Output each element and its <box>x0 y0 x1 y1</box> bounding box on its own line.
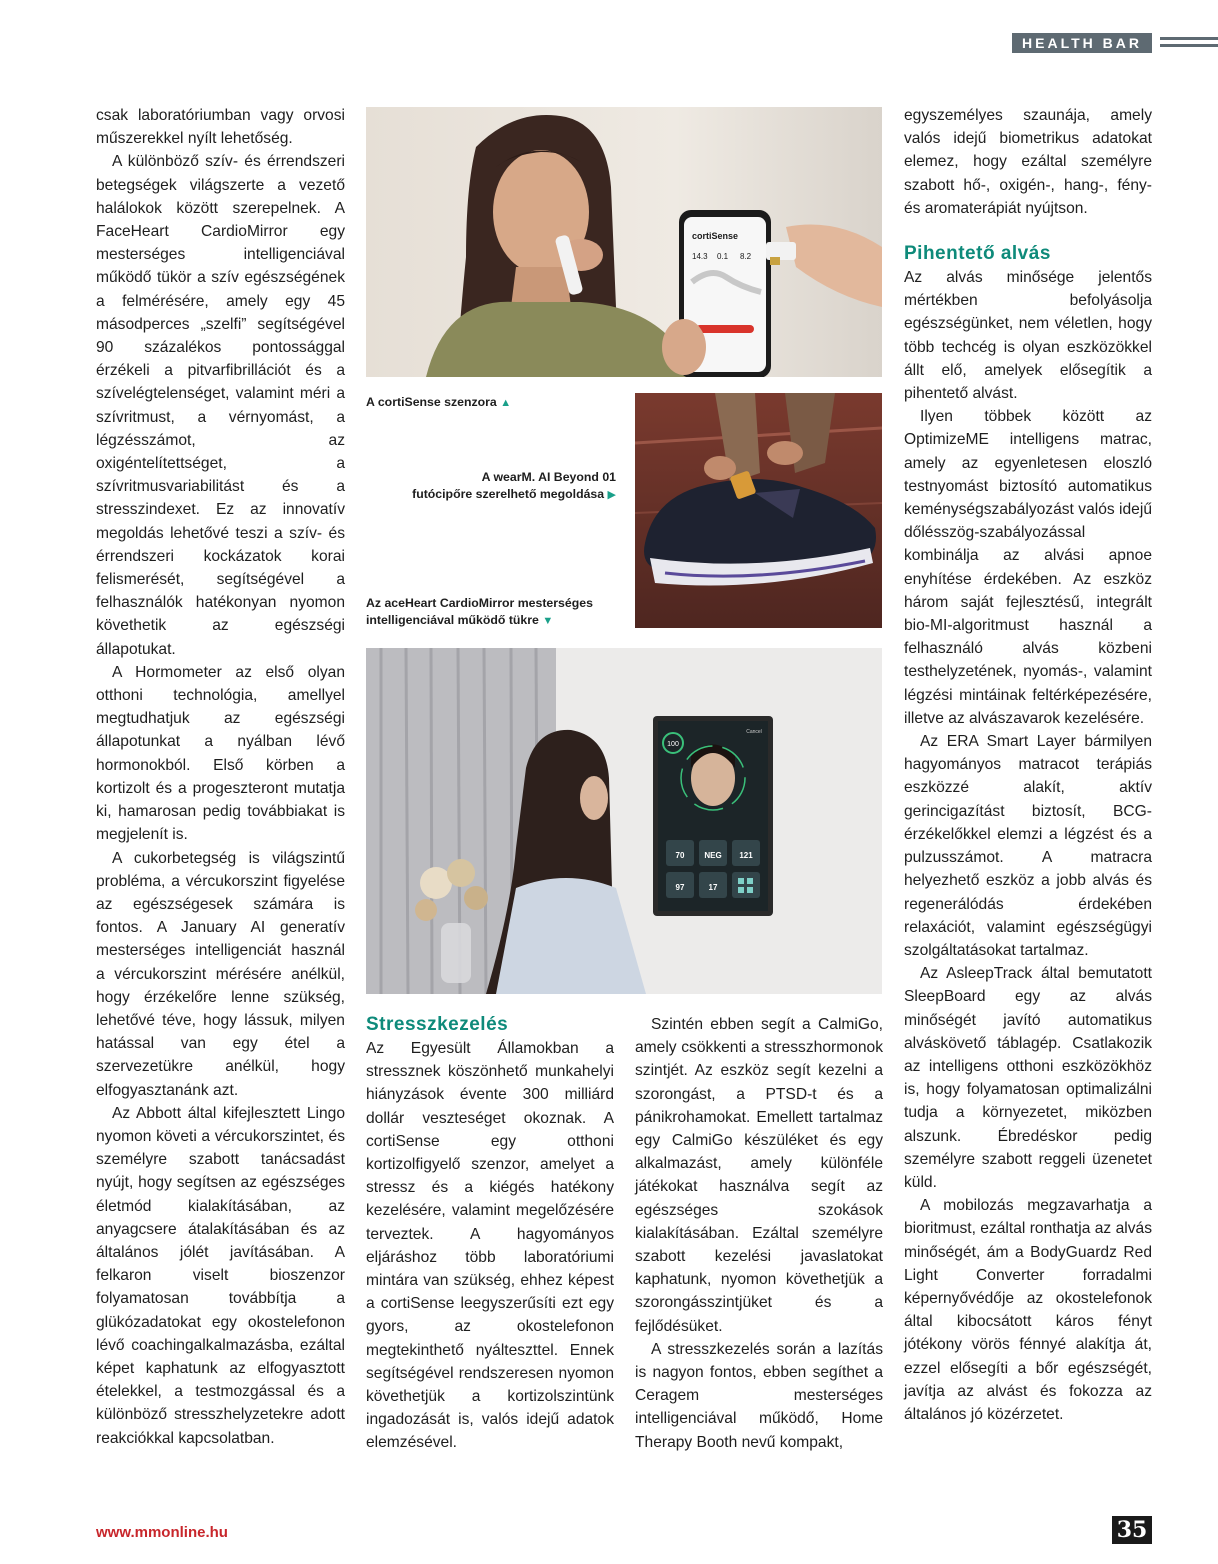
section-heading-stress: Stresszkezelés <box>366 1014 509 1035</box>
caption-text: intelligenciával működő tükre <box>366 613 539 627</box>
paragraph: Szintén ebben segít a CalmiGo, amely csökkenti a stresszhormonok szintjét. Az eszköz segít kezelni a szorongást, a PTSD-t és a pánikrohamokat. Emellett tartalmaz egy CalmiGo készüléket és egy alkalmazást, amely különféle játékokat használva segít az egészséges szokások kialakításában. Ezáltal személyre szabott kezelési javaslatokat kaphatunk, nyomon követhetjük a szorongásszintjüket és a fejlődésüket. <box>635 1016 883 1335</box>
caption-text: futócipőre szerelhető megoldása <box>412 487 605 501</box>
faceheart-mirror-photo <box>366 648 882 994</box>
paragraph: Az alvás minősége jelentős mértékben befolyásolja egészségünket, nem véletlen, hogy több techcég is olyan eszközökkel állt elő, amelyek elősegítik a pihentető alvást. <box>904 269 1152 403</box>
website-link[interactable]: www.mmonline.hu <box>96 1524 228 1541</box>
paragraph: Az AsleepTrack által bemutatott SleepBoard egy az alvás minőségét javító automatikus alváskövető táblagép. Csatlakozik az intelligens otthoni eszközökhöz is, hogy folyamatosan optimalizálni tudja a környezetet, miközben alszunk. Ébredéskor pedig személyre szabott reggeli üzenetet küld. <box>904 965 1152 1191</box>
article-column-2 <box>366 1013 614 1455</box>
mirror-cancel: Cancel <box>746 729 762 735</box>
paragraph: Ilyen többek között az OptimizeME intelligens matrac, amely az egyenletesen eloszló testnyomást biztosító automatikus keménységszabályozást valós idejű dőlésszög-szabályozással kombinálja az alvási apnoe enyhítése érdekében. Az eszköz három saját fejlesztésű, integrált bio-MI-algoritmust használ a felhasználó alvás közbeni testhelyzetének, nyomás-, valamint légzési mintáinak feltérképezésére, illetve az alvászavarok kezelésére. <box>904 408 1152 727</box>
article-column-1 <box>96 104 345 1450</box>
phone-value-3: 8.2 <box>740 252 752 261</box>
paragraph: A mobilozás megzavarhatja a bioritmust, ezáltal ronthatja az alvás minőségét, ám a BodyGuardz Red Light Converter forradalmi képernyővédője az okostelefonok által kibocsátott káros fényt jótékony vörös fénnyé alakítja át, ezzel elősegíti a bőr egészségét, javítja az alvást és fokozza az általános jó közérzetet. <box>904 1197 1152 1423</box>
phone-brand: cortiSense <box>692 231 739 241</box>
mirror-tile-5: 17 <box>708 883 718 892</box>
mirror-tile-4: 97 <box>675 883 685 892</box>
cortisense-photo <box>366 107 882 377</box>
page-number: 35 <box>1112 1516 1152 1544</box>
triangle-right-icon: ▶ <box>607 489 616 501</box>
mirror-score: 100 <box>667 741 679 748</box>
phone-value-2: 0.1 <box>717 252 729 261</box>
triangle-up-icon: ▲ <box>500 397 512 409</box>
article-column-3 <box>635 1013 883 1454</box>
header-rule-bottom <box>1160 44 1218 47</box>
wearm-shoe-photo <box>635 393 882 628</box>
caption-faceheart <box>366 595 616 630</box>
paragraph: Az Egyesült Államokban a stressznek köszönhető munkahelyi hiányzások évente 300 milliárd dollár veszteséget okoznak. A cortiSense egy otthoni kortizolfigyelő szenzor, amelyet a stressz és a kiégés hatékony kezelésére, valamint megelőzésére terveztek. A hagyományos eljáráshoz több laboratóriumi mintára van szükség, ehhez képest a cortiSense leegyszerűsíti ezt egy gyors, az okostelefonon megtekinthető nyálteszttel. Ennek segítségével rendszeresen nyomon követhetjük a kortizolszintünk ingadozását is, valós idejű adatok elemzésével. <box>366 1040 614 1452</box>
article-column-4 <box>904 104 1152 1426</box>
paragraph: A Hormometer az első olyan otthoni technológia, amellyel megtudhatjuk az egészségi állapotunkat a nyálban lévő hormonokból. Első körben a kortizolt és a progeszteront mutatja ki, hamarosan pedig továbbiakat is megjelenít is. <box>96 663 345 844</box>
section-heading-sleep: Pihentető alvás <box>904 243 1051 265</box>
paragraph: csak laboratóriumban vagy orvosi műszerekkel nyílt lehetőség. <box>96 107 345 148</box>
paragraph: A cukorbetegség is világszintű probléma, a vércukorszint figyelése az egészségesek számára is fontos. A January AI generatív mesterséges intelligenciát használ a vércukorszint mérésére anélkül, hogy érzékelőre lenne szükség, lehetővé téve, hogy lássuk, milyen hatással van egy étel a szervezetükre anélkül, hogy elfogyasztanánk azt. <box>96 849 345 1099</box>
triangle-down-icon: ▼ <box>542 615 554 627</box>
caption-wearm <box>366 469 616 504</box>
phone-value-1: 14.3 <box>692 252 708 261</box>
mirror-tile-1: 70 <box>675 851 685 860</box>
mirror-tile-2: NEG <box>704 851 722 860</box>
section-header <box>1012 33 1218 53</box>
mirror-tile-3: 121 <box>739 851 753 860</box>
caption-text: A wearM. AI Beyond 01 <box>481 470 616 484</box>
header-rule-top <box>1160 37 1218 40</box>
caption-text: A cortiSense szenzora <box>366 395 497 409</box>
paragraph: egyszemélyes szaunája, amely valós idejű biometrikus adatokat elemez, hogy ezáltal személyre szabott hő-, oxigén-, hang-, fény- és aromaterápiát nyújtson. <box>904 107 1152 217</box>
section-label: HEALTH BAR <box>1012 33 1152 53</box>
caption-text: Az aceHeart CardioMirror mesterséges <box>366 596 593 610</box>
paragraph: Az ERA Smart Layer bármilyen hagyományos matracot terápiás eszközzé alakít, aktív gerincigazítást biztosít, BCG-érzékelőkkel elemzi a légzést és a pulzusszámot. A matracra helyezhető eszköz a jobb alvás és regenerálódás érdekében relaxációt, valamint egészségügyi szolgáltatásokat tartalmaz. <box>904 733 1152 959</box>
paragraph: Az Abbott által kifejlesztett Lingo nyomon követi a vércukorszintet, és személyre szabott tanácsadást nyújt, hogy segítsen az egészséges életmód kialakításában, az anyagcsere átalakításában és az általános jólét javításában. A felkaron viselt bioszenzor folyamatosan továbbítja a glükózadatokat egy okostelefonon lévő coachingalkalmazásba, ezáltal képet kaphatunk az elfogyasztott ételekkel, a testmozgással és a különböző stresszhelyzetekre adott reakciókkal kapcsolatban. <box>96 1104 345 1447</box>
caption-cortisense <box>366 394 616 412</box>
paragraph: A stresszkezelés során a lazítás is nagyon fontos, ebben segíthet a Ceragem mesterséges intelligenciával működő, Home Therapy Booth nevű kompakt, <box>635 1340 883 1451</box>
paragraph: A különböző szív- és érrendszeri betegségek világszerte a vezető halálokok között szerepelnek. A FaceHeart CardioMirror egy mesterséges intelligenciával működő tükör a szív egészségének a felmérésére, amely egy 45 másodperces „szelfi” segítségével 90 százalékos pontossággal érzékeli a pitvarfibrillációt és a szívelégtelenséget, valamint méri a szívritmust, a vérnyomást, a légzésszámot, az oxigéntelítettséget, a szívritmusvariabilitást és a stresszindexet. Ez az innovatív megoldás lehetővé teszi a szív- és érrendszeri kockázatok korai felismerését, segítségével a felhasználók hatékonyan nyomon követhetik az egészségi állapotukat. <box>96 153 345 658</box>
